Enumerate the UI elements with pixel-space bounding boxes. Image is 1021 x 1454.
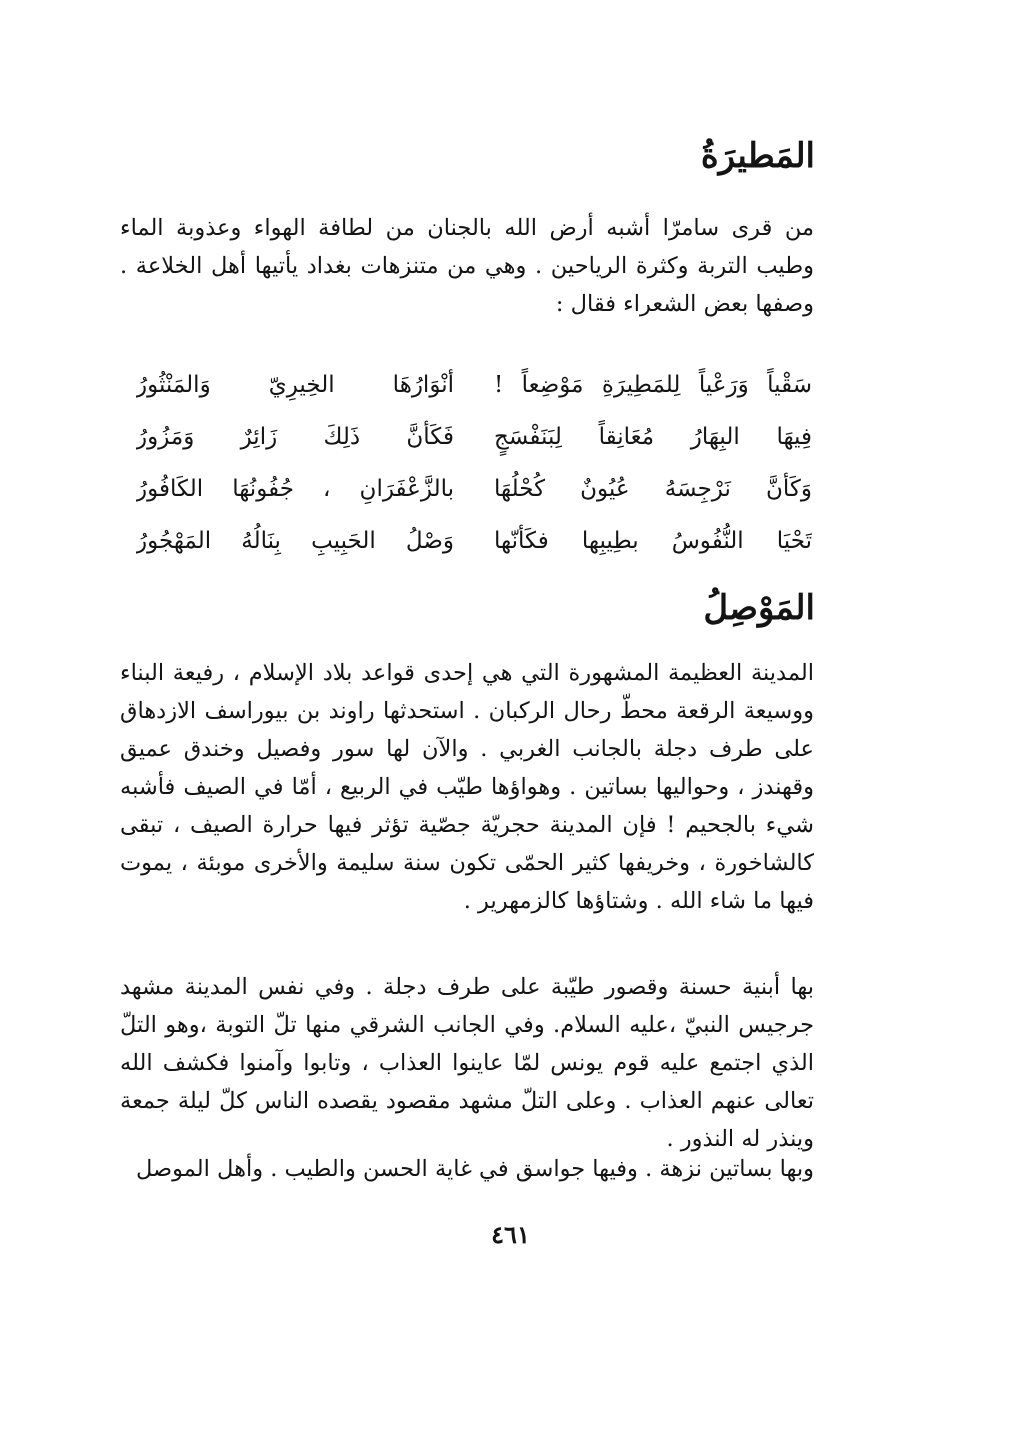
page-number: ٤٦١ [491,1220,530,1249]
verse-second-hemistich: بالزَّعْفَرَانِ ، جُفُونُهَا الكَافُورُ [136,476,454,502]
verse-second-hemistich: وَصْلُ الحَبِيبِ بِنَالُهُ المَهْجُورُ [136,528,454,554]
poem-block [136,365,812,573]
verse-first-hemistich: فِيهَا البِهَارُ مُعَانِقاً لِبَنَفْسَجٍ [494,424,812,450]
verse-line [136,521,812,573]
paragraph-mosul-gardens: وبها بساتين نزهة . وفيها جواسق في غاية الحسن والطيب . وأهل الموصل [136,1156,814,1182]
verse-first-hemistich: تَحْيَا النُّفُوسُ بطِيبِها فكَأنّها [494,528,812,554]
verse-second-hemistich: أنْوَارُهَا الخِيرِيّ وَالمَنْثُورُ [136,372,454,398]
verse-line [136,417,812,469]
verse-line [136,365,812,417]
verse-first-hemistich: سَقْياً وَرَعْياً لِلمَطِيرَةِ مَوْضِعاً ! [494,372,812,398]
section-title-matira: المَطيرَةُ [700,136,815,176]
verse-second-hemistich: فَكَأنَّ ذَلِكَ زَائِرٌ وَمَزُورُ [136,424,454,450]
section-title-mosul: المَوْصِلُ [703,588,815,628]
verse-line [136,469,812,521]
paragraph-matira-description: من قرى سامرّا أشبه أرض الله بالجنان من لطافة الهواء وعذوبة الماء وطيب التربة وكثرة الرياحين . وهي من متنزهات بغداد يأتيها أهل الخلاعة . وصفها بعض الشعراء فقال : [120,215,814,317]
paragraph-mosul-description: المدينة العظيمة المشهورة التي هي إحدى قواعد بلاد الإسلام ، رفيعة البناء ووسيعة الرقعة محطّ رحال الركبان . استحدثها راوند بن بيوراسف الازدهاق على طرف دجلة بالجانب الغربي . والآن لها سور وفصيل وخندق عميق وقهندز ، وحواليها بساتين . وهواؤها طيّب في الربيع ، أمّا في الصيف فأشبه شيء بالجحيم ! فإن المدينة حجريّة جصّية تؤثر فيها حرارة الصيف ، تبقى كالشاخورة ، وخريفها كثير الحمّى تكون سنة سليمة والأخرى موبئة ، يموت فيها ما شاء الله . وشتاؤها كالزمهرير . [120,660,814,914]
paragraph-mosul-buildings: بها أبنية حسنة وقصور طيّبة على طرف دجلة . وفي نفس المدينة مشهد جرجيس النبيّ ،عليه السلام. وفي الجانب الشرقي منها تلّ التوبة ،وهو التلّ الذي اجتمع عليه قوم يونس لمّا عاينوا العذاب ، وتابوا وآمنوا فكشف الله تعالى عنهم العذاب . وعلى التلّ مشهد مقصود يقصده الناس كلّ ليلة جمعة وينذر له النذور . [120,974,814,1152]
verse-first-hemistich: وَكَأنَّ نَرْجِسَهُ عُيُونٌ كُحْلُهَا [494,476,812,502]
